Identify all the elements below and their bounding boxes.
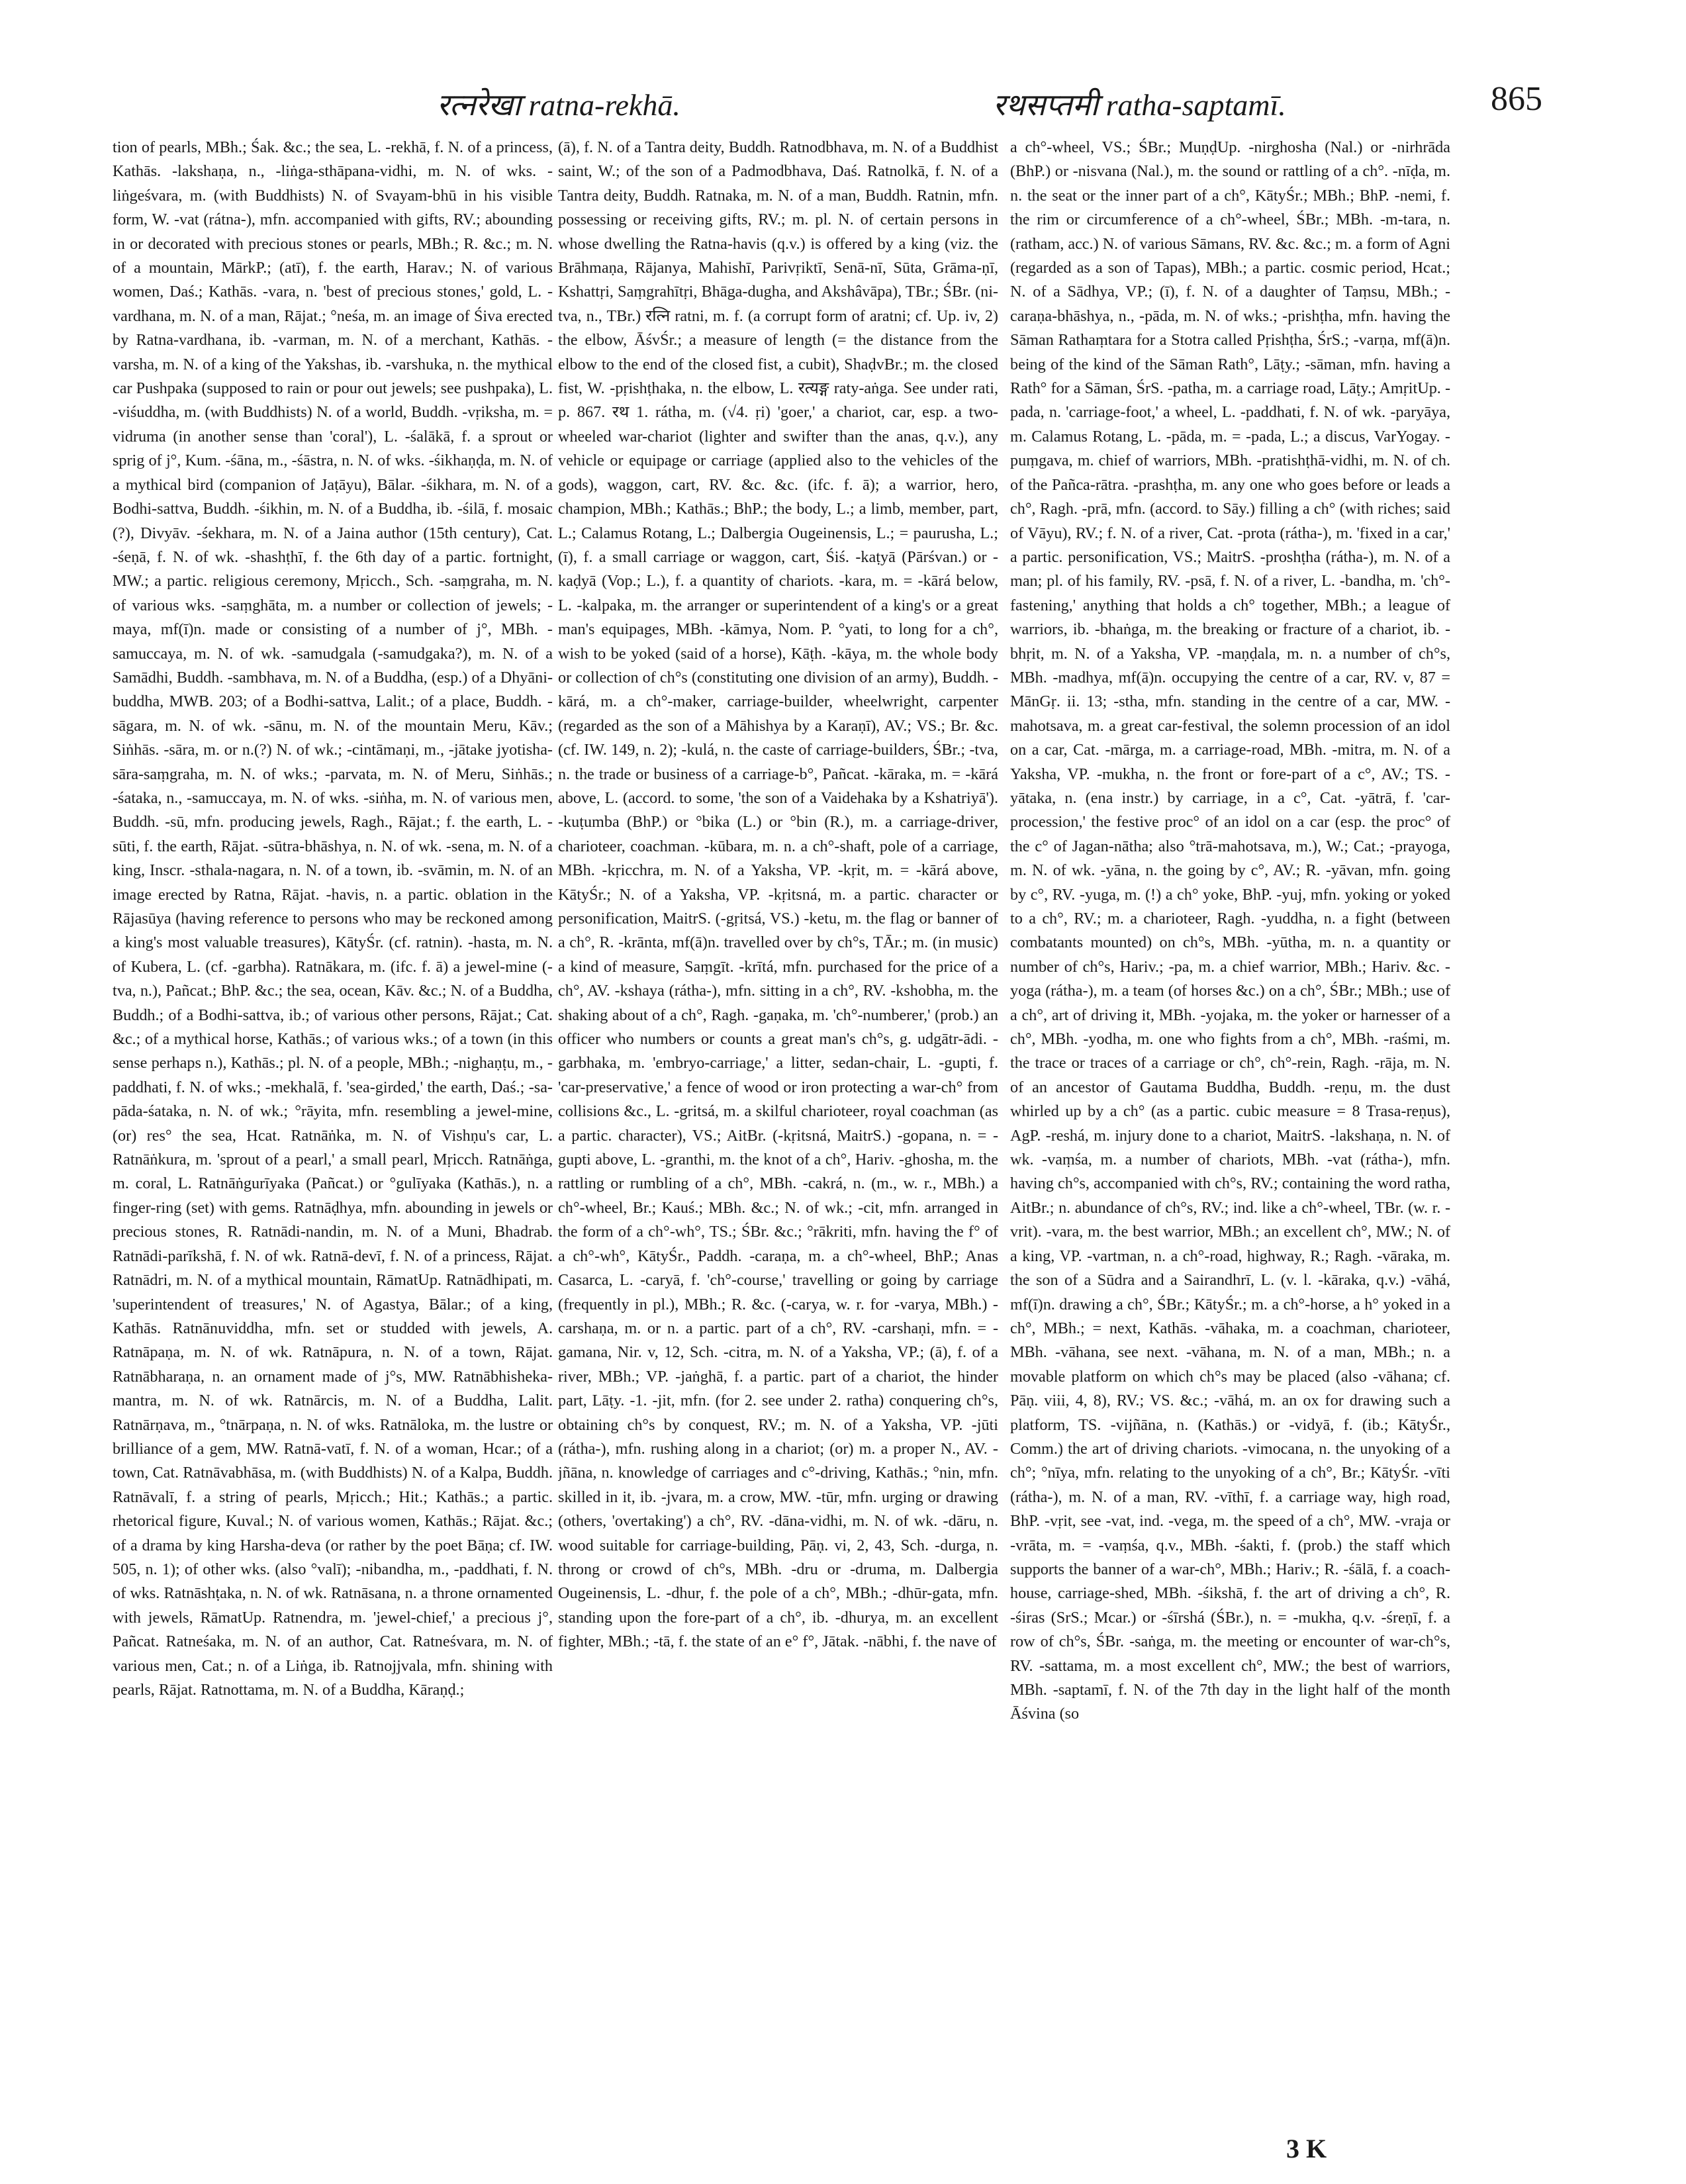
column-1 (113, 136, 553, 2122)
column-2 (558, 136, 998, 2122)
column-1-text: tion of pearls, MBh.; Śak. &c.; the sea, L. -rekhā, f. N. of a princess, Kathās. -lakshaṇa, n., -liṅga-sthāpana-vidhi, m. N. of wks. -liṅgeśvara, m. (with Buddhists) N. of Svayam-bhū in his visible form, W. -vat (rátna-), mfn. accompanied with gifts, RV.; abounding in or decorated with precious stones or pearls, MBh.; R. &c.; m. N. of a mountain, MārkP.; (atī), f. the earth, Harav.; N. of various women, Daś.; Kathās. -vara, n. 'best of precious stones,' gold, L. -vardhana, m. N. of a man, Rājat.; °neśa, m. an image of Śiva erected by Ratna-vardhana, ib. -varman, m. N. of a merchant, Kathās. -varsha, m. N. of a king of the Yakshas, ib. -varshuka, n. the mythical car Pushpaka (supposed to rain or pour out jewels; see pushpaka), L. -viśuddha, m. (with Buddhists) N. of a world, Buddh. -vṛiksha, m. = vidruma (in another sense than 'coral'), L. -śalākā, f. a sprout or sprig of j°, Kum. -śāna, m., -śāstra, n. N. of wks. -śikhaṇḍa, m. N. of a mythical bird (companion of Jaṭāyu), Bālar. -śikhara, m. N. of a Bodhi-sattva, Buddh. -śikhin, m. N. of a Buddha, ib. -śilā, f. mosaic (?), Divyāv. -śekhara, m. N. of a Jaina author (15th century), Cat. -śeṇā, f. N. of wk. -shashṭhī, f. the 6th day of a partic. fortnight, MW.; a partic. religious ceremony, Mṛicch., Sch. -saṃgraha, m. N. of various wks. -saṃghāta, m. a number or collection of jewels; -maya, mf(ī)n. made or consisting of a number of j°, MBh. -samuccaya, m. N. of wk. -samudgala (-samudgaka?), m. N. of a Samādhi, Buddh. -sambhava, m. N. of a Buddha, (esp.) of a Dhyāni-buddha, MWB. 203; of a Bodhi-sattva, Lalit.; of a place, Buddh. -sāgara, m. N. of wk. -sānu, m. N. of the mountain Meru, Kāv.; Siṅhās. -sāra, m. or n.(?) N. of wk.; -cintāmaṇi, m., -jātake jyotisha-sāra-saṃgraha, m. N. of wks.; -parvata, m. N. of Meru, Siṅhās.; -śataka, n., -samuccaya, m. N. of wks. -siṅha, m. N. of various men, Buddh. -sū, mfn. producing jewels, Ragh., Rājat.; f. the earth, L. -sūti, f. the earth, Rājat. -sūtra-bhāshya, n. N. of wk. -sena, m. N. of a king, Inscr. -sthala-nagara, n. N. of a town, ib. -svāmin, m. N. of an image erected by Ratna, Rājat. -havis, n. a partic. oblation in the Rājasūya (having reference to persons who may be reckoned among a king's most valuable treasures), KātyŚr. (cf. ratnin). -hasta, m. N. of Kubera, L. (cf. -garbha). Ratnākara, m. (ifc. f. ā) a jewel-mine (-tva, n.), Pañcat.; BhP. &c.; the sea, ocean, Kāv. &c.; N. of a Buddha, Buddh.; of a Bodhi-sattva, ib.; of various other persons, Rājat.; Cat. &c.; of a mythical horse, Kathās.; of various wks.; of a town (in this sense perhaps n.), Kathās.; pl. N. of a people, MBh.; -nighaṇṭu, m., -paddhati, f. N. of wks.; -mekhalā, f. 'sea-girded,' the earth, Daś.; -sa-pāda-śataka, n. N. of wk.; °rāyita, mfn. resembling a jewel-mine, (or) res° the sea, Hcat. Ratnāṅka, m. N. of Vishṇu's car, L. Ratnāṅkura, m. 'sprout of a pearl,' a small pearl, Mṛicch. Ratnāṅga, m. coral, L. Ratnāṅgurīyaka (Pañcat.) or °gulīyaka (Kathās.), n. a finger-ring (set) with gems. Ratnāḍhya, mfn. abounding in jewels or precious stones, R. Ratnādi-nandin, m. N. of a Muni, Bhadrab. Ratnādi-parīkshā, f. N. of wk. Ratnā-devī, f. N. of a princess, Rājat. Ratnādri, m. N. of a mythical mountain, RāmatUp. Ratnādhipati, m. 'superintendent of treasures,' N. of Agastya, Bālar.; of a king, Kathās. Ratnānuviddha, mfn. set or studded with jewels, A. Ratnāpaṇa, m. N. of wk. Ratnāpura, n. N. of a town, Rājat. Ratnābharaṇa, n. an ornament made of j°s, MW. Ratnābhisheka-mantra, m. N. of wk. Ratnārcis, m. N. of a Buddha, Lalit. Ratnārṇava, m., °tnārpaṇa, n. N. of wks. Ratnāloka, m. the lustre or brilliance of a gem, MW. Ratnā-vatī, f. N. of a woman, Hcar.; of a town, Cat. Ratnāvabhāsa, m. (with Buddhists) N. of a Kalpa, Buddh. Ratnāvalī, f. a string of pearls, Mṛicch.; Hit.; Kathās.; a partic. rhetorical figure, Kuval.; N. of various women, Kathās.; Rājat. &c.; of a drama by king Harsha-deva (or rather by the poet Bāṇa; cf. IW. 505, n. 1); of other wks. (also °valī); -nibandha, m., -paddhati, f. N. of wks. Ratnāshṭaka, n. N. of wk. Ratnāsana, n. a throne ornamented with jewels, RāmatUp. Ratnendra, m. 'jewel-chief,' a precious j°, Pañcat. Ratneśaka, m. N. of an author, Cat. Ratneśvara, m. N. of various men, Cat.; n. of a Liṅga, ib. Ratnojjvala, mfn. shining with pearls, Rājat. Ratnottama, m. N. of a Buddha, Kāraṇḍ.; (113, 138, 553, 1699)
column-3 (1010, 136, 1450, 2122)
column-3-text: a ch°-wheel, VS.; ŚBr.; MuṇḍUp. -nirghosha (Nal.) or -nirhrāda (BhP.) or -nisvana (Nal.), m. the sound or rattling of a ch°. -nīḍa, m. n. the seat or the inner part of a ch°, KātyŚr.; MBh.; BhP. -nemi, f. the rim or circumference of a ch°-wheel, ŚBr.; MBh. -m-tara, n. (ratham, acc.) N. of various Sāmans, RV. &c. &c.; m. a form of Agni (regarded as a son of Tapas), MBh.; a partic. cosmic period, Hcat.; N. of a Sādhya, VP.; (ī), f. N. of a daughter of Taṃsu, MBh.; -caraṇa-bhāshya, n., -pāda, m. N. of wks.; -prishṭha, mfn. having the Sāman Rathaṃtara for a Stotra called Pṛishṭha, ŚrS.; -varṇa, mf(ā)n. being of the kind of the Sāman Rath°, Lāṭy.; -sāman, mfn. having a Rath° for a Sāman, ŚrS. -patha, m. a carriage road, Lāṭy.; AmṛitUp. -pada, n. 'carriage-foot,' a wheel, L. -paddhati, f. N. of wk. -paryāya, m. Calamus Rotang, L. -pāda, m. = -pada, L.; a discus, VarYogay. -puṃgava, m. chief of warriors, MBh. -pratishṭhā-vidhi, m. N. of ch. of the Pañca-rātra. -prashṭha, m. any one who goes before or leads a ch°, Ragh. -prā, mfn. (accord. to Sāy.) filling a ch° (with riches; said of Vāyu), RV.; f. N. of a river, Cat. -prota (rátha-), m. 'fixed in a car,' a partic. personification, VS.; MaitrS. -proshṭha (rátha-), m. N. of a man; pl. of his family, RV. -psā, f. N. of a river, L. -bandha, m. 'ch°-fastening,' anything that holds a ch° together, MBh.; a league of warriors, ib. -bhaṅga, m. the breaking or fracture of a chariot, ib. -bhṛit, m. N. of a Yaksha, VP. -maṇḍala, m. n. a number of ch°s, MBh. -madhya, mf(ā)n. occupying the centre of a car, RV. v, 87 = MānGṛ. ii. 13; -stha, mfn. standing in the centre of a car, MW. -mahotsava, m. a great car-festival, the solemn procession of an idol on a car, Cat. -mārga, m. a carriage-road, MBh. -mitra, m. N. of a Yaksha, VP. -mukha, n. the front or fore-part of a c°, AV.; TS. -yātaka, n. (ena instr.) by carriage, in a c°, Cat. -yātrā, f. 'car-procession,' the festive proc° of an idol on a car (esp. the proc° of the c° of Jagan-nātha; also °trā-mahotsava, m.), W.; Cat.; -prayoga, m. N. of wk. -yāna, n. the going by c°, AV.; R. -yāvan, mfn. going by c°, RV. -yuga, m. (!) a ch° yoke, BhP. -yuj, mfn. yoking or yoked to a ch°, RV.; m. a charioteer, Ragh. -yuddha, n. a fight (between combatants mounted) on ch°s, MBh. -yūtha, m. n. a quantity or number of ch°s, Hariv.; -pa, m. a chief warrior, MBh.; Hariv. &c. -yoga (rátha-), m. a team (of horses &c.) on a ch°, ŚBr.; MBh.; use of a ch°, art of driving it, MBh. -yojaka, m. the yoker or harnesser of a ch°, MBh. -yodha, m. one who fights from a ch°, MBh. -raśmi, m. the trace or traces of a carriage or ch°, ch°-rein, Ragh. -rāja, m. N. of an ancestor of Gautama Buddha, Buddh. -reṇu, m. the dust whirled up by a ch° (as a partic. cubic measure = 8 Trasa-reṇus), AgP. -reshá, m. injury done to a chariot, MaitrS. -lakshaṇa, n. N. of wk. -vaṃśa, m. a number of chariots, MBh. -vat (rátha-), mfn. having ch°s, accompanied with ch°s, RV.; containing the word ratha, AitBr.; n. abundance of ch°s, RV.; ind. like a ch°-wheel, TBr. (w. r. -vrit). -vara, m. the best warrior, MBh.; an excellent ch°, MW.; N. of a king, VP. -vartman, n. a ch°-road, highway, R.; Ragh. -vāraka, m. the son of a Sūdra and a Sairandhrī, L. (v. l. -kāraka, q.v.) -vāhá, mf(ī)n. drawing a ch°, ŚBr.; KātyŚr.; m. a ch°-horse, a h° yoked in a ch°, MBh.; = next, Kathās. -vāhaka, m. a coachman, charioteer, MBh. -vāhana, see next. -vāhana, m. N. of a man, MBh.; n. a movable platform on which ch°s may be placed (also -vāhana; cf. Pāṇ. viii, 4, 8), RV.; VS. &c.; -vāhá, m. an ox for drawing such a platform, TS. -vijñāna, n. (Kathās.) or -vidyā, f. (ib.; KātyŚr., Comm.) the art of driving chariots. -vimocana, n. the unyoking of a ch°; °nīya, mfn. relating to the unyoking of a ch°, Br.; KātyŚr. -vīti (rátha-), m. N. of a man, RV. -vīthī, f. a carriage way, high road, BhP. -vṛit, see -vat, ind. -vega, m. the speed of a ch°, MW. -vraja or -vrāta, m. = -vaṃśa, q.v., MBh. -śakti, f. (prob.) the staff which supports the banner of a war-ch°, MBh.; Hariv.; R. -śālā, f. a coach-house, carriage-shed, MBh. -śikshā, f. the art of driving a ch°, R. -śiras (SrS.; Mcar.) or -śīrshá (ŚBr.), n. = -mukha, q.v. -śreṇī, f. a row of ch°s, ŚBr. -saṅga, m. the meeting or encounter of war-ch°s, RV. -sattama, m. a most excellent ch°, MW.; the best of warriors, MBh. -saptamī, f. N. of the 7th day in the light half of the month Āśvina (so (1010, 138, 1450, 1723)
left-running-head: रत्नरेखा ratna-rekhā. (437, 88, 680, 122)
signature-mark: 3 K (1286, 2134, 1327, 2163)
right-running-head: रथसप्तमी ratha-saptamī. (993, 88, 1286, 122)
column-2-text: (ā), f. N. of a Tantra deity, Buddh. Ratnodbhava, m. N. of a Buddhist saint, W.; of the son of a Padmodbhava, Daś. Ratnolkā, f. N. of a Tantra deity, Buddh. Ratnaka, m. N. of a man, Buddh. Ratnin, mfn. possessing or receiving gifts, RV.; m. pl. N. of certain persons in whose dwelling the Ratna-havis (q.v.) is offered by a king (viz. the Brāhmaṇa, Rājanya, Mahishī, Parivṛiktī, Senā-nī, Sūta, Grāma-ṇī, Kshattṛi, Saṃgrahītṛi, Bhāga-dugha, and Akshâvāpa), TBr.; ŚBr. (ni-tva, n., TBr.) रत्नि ratni, m. f. (a corrupt form of aratni; cf. Up. iv, 2) the elbow, ĀśvŚr.; a measure of length (= the distance from the elbow to the end of the closed fist, a cubit), ShaḍvBr.; m. the closed fist, W. -pṛishṭhaka, n. the elbow, L. रत्यङ्ग raty-aṅga. See under rati, p. 867. रथ 1. rátha, m. (√4. ṛi) 'goer,' a chariot, car, esp. a two-wheeled war-chariot (lighter and swifter than the anas, q.v.), any vehicle or equipage or carriage (applied also to the vehicles of the gods), waggon, cart, RV. &c. &c. (ifc. f. ā); a warrior, hero, champion, MBh.; Kathās.; BhP.; the body, L.; a limb, member, part, L.; Calamus Rotang, L.; Dalbergia Ougeinensis, L.; = paurusha, L.; (ī), f. a small carriage or waggon, cart, Śiś. -kaṭyā (Pārśvan.) or -kaḍyā (Vop.; L.), f. a quantity of chariots. -kara, m. = -kārá below, L. -kalpaka, m. the arranger or superintendent of a king's or a great man's equipages, MBh. -kāmya, Nom. P. °yati, to long for a ch°, wish to be yoked (said of a horse), Kāṭh. -kāya, m. the whole body or collection of ch°s (constituting one division of an army), Buddh. -kārá, m. a ch°-maker, carriage-builder, wheelwright, carpenter (regarded as the son of a Māhishya by a Karaṇī), AV.; VS.; Br. &c. (cf. IW. 149, n. 2); -kulá, n. the caste of carriage-builders, ŚBr.; -tva, n. the trade or business of a carriage-b°, Pañcat. -kāraka, m. = -kārá above, L. (accord. to some, 'the son of a Vaidehaka by a Kshatriyā'). -kuṭumba (BhP.) or °bika (L.) or °bin (R.), m. a carriage-driver, charioteer, coachman. -kūbara, m. n. a ch°-shaft, pole of a carriage, MBh. -kṛicchra, m. N. of a Yaksha, VP. -kṛit, m. = -kārá above, KātyŚr.; N. of a Yaksha, VP. -kṛitsná, m. a partic. character or personification, MaitrS. (-gṛitsá, VS.) -ketu, m. the flag or banner of a ch°, R. -krānta, mf(ā)n. travelled over by ch°s, TĀr.; m. (in music) a kind of measure, Saṃgīt. -krītá, mfn. purchased for the price of a ch°, AV. -kshaya (rátha-), mfn. sitting in a ch°, RV. -kshobha, m. the shaking about of a ch°, Ragh. -gaṇaka, m. 'ch°-numberer,' (prob.) an officer who numbers or counts a great man's ch°s, g. udgātr-ādi. -garbhaka, m. 'embryo-carriage,' a litter, sedan-chair, L. -gupti, f. 'car-preservative,' a fence of wood or iron protecting a war-ch° from collisions &c., L. -gritsá, m. a skilful charioteer, royal coachman (as a partic. character), VS.; AitBr. (-kṛitsná, MaitrS.) -gopana, n. = -gupti above, L. -granthi, m. the knot of a ch°, Hariv. -ghosha, m. the rattling or rumbling of a ch°, MBh. -cakrá, n. (m., w. r., MBh.) a ch°-wheel, Br.; Kauś.; MBh. &c.; N. of wk.; -cit, mfn. arranged in the form of a ch°-wh°, TS.; ŚBr. &c.; °rākriti, mfn. having the f° of a ch°-wh°, KātyŚr., Paddh. -caraṇa, m. a ch°-wheel, BhP.; Anas Casarca, L. -caryā, f. 'ch°-course,' travelling or going by carriage (frequently in pl.), MBh.; R. &c. (-carya, w. r. for -varya, MBh.) -carshaṇa, m. or n. a partic. part of a ch°, RV. -carshaṇi, mfn. = -gamana, Nir. v, 12, Sch. -citra, m. N. of a Yaksha, VP.; (ā), f. of a river, MBh.; VP. -jaṅghā, f. a partic. part of a chariot, the hinder part, Lāṭy. -1. -jit, mfn. (for 2. see under 2. ratha) conquering ch°s, obtaining ch°s by conquest, RV.; m. N. of a Yaksha, VP. -jūti (rátha-), mfn. rushing along in a chariot; (or) m. a proper N., AV. -jñāna, n. knowledge of carriages and c°-driving, Kathās.; °nin, mfn. skilled in it, ib. -jvara, m. a crow, MW. -tūr, mfn. urging or drawing (others, 'overtaking') a ch°, RV. -dāna-vidhi, m. N. of wk. -dāru, n. wood suitable for carriage-building, Pāṇ. vi, 2, 43, Sch. -durga, n. throng or crowd of ch°s, MBh. -dru or -druma, m. Dalbergia Ougeinensis, L. -dhur, f. the pole of a ch°, MBh.; -dhūr-gata, mfn. standing upon the fore-part of a ch°, ib. -dhurya, m. an excellent fighter, MBh.; -tā, f. the state of an e° f°, Jātak. -nābhi, f. the nave of (558, 138, 998, 1651)
page-header (113, 80, 1542, 123)
page-number: 865 (1491, 80, 1542, 118)
